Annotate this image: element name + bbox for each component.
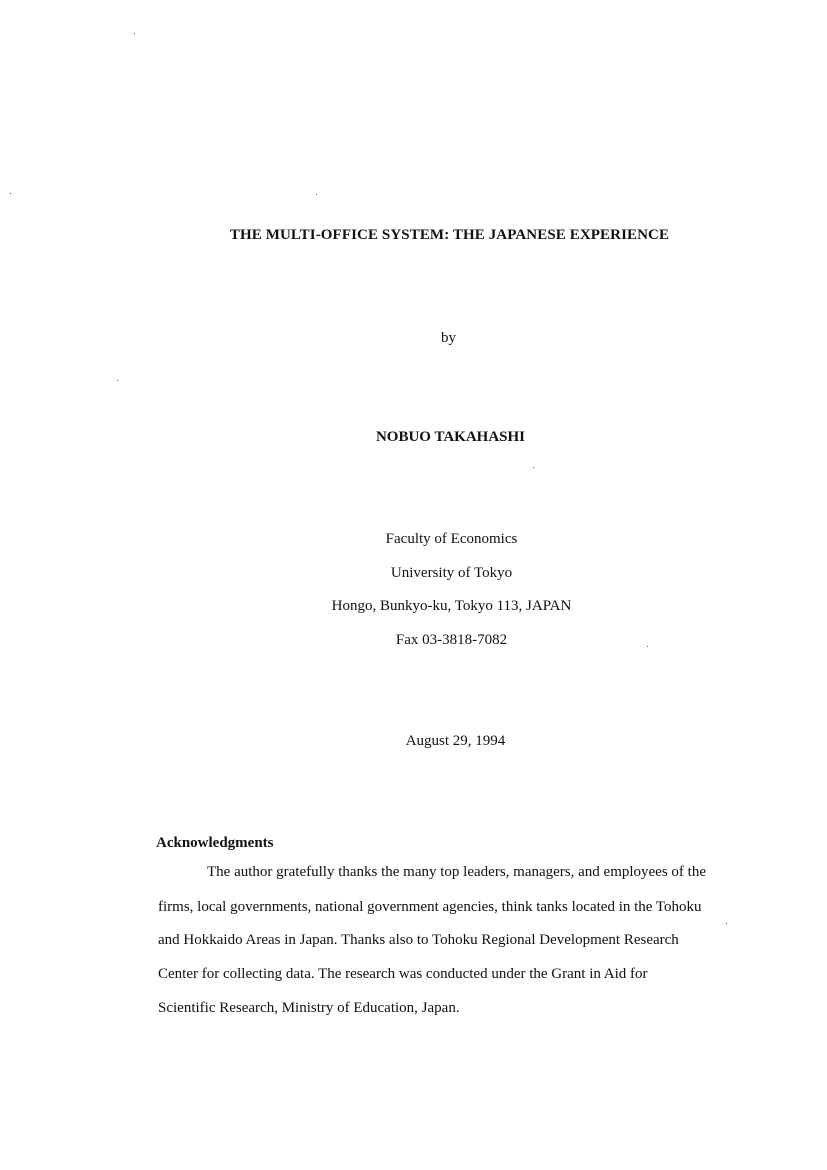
affiliation-faculty: Faculty of Economics [385,531,518,547]
paper-title: THE MULTI-OFFICE SYSTEM: THE JAPANESE EXPERIENCE [229,227,670,243]
scan-speck [10,193,11,194]
author-name: NOBUO TAKAHASHI [375,429,526,445]
acknowledgments-line: and Hokkaido Areas in Japan. Thanks also to Tohoku Regional Development Research [158,932,679,948]
affiliation-address: Hongo, Bunkyo-ku, Tokyo 113, JAPAN [331,598,572,614]
scan-speck [134,33,135,34]
scan-speck [726,923,727,924]
document-date: August 29, 1994 [405,733,506,749]
affiliation-fax: Fax 03-3818-7082 [395,632,508,648]
byline: by [441,330,456,346]
scan-speck [533,467,534,468]
acknowledgments-line: Center for collecting data. The research was conducted under the Grant in Aid for [158,966,648,982]
acknowledgments-line: The author gratefully thanks the many top leaders, managers, and employees of the [207,864,706,880]
acknowledgments-heading: Acknowledgments [156,835,274,851]
acknowledgments-line: firms, local governments, national government agencies, think tanks located in the Tohoku [158,899,702,915]
scan-speck [316,194,317,195]
acknowledgments-line: Scientific Research, Ministry of Education, Japan. [158,1000,460,1016]
affiliation-university: University of Tokyo [390,565,513,581]
scan-speck [117,380,118,381]
